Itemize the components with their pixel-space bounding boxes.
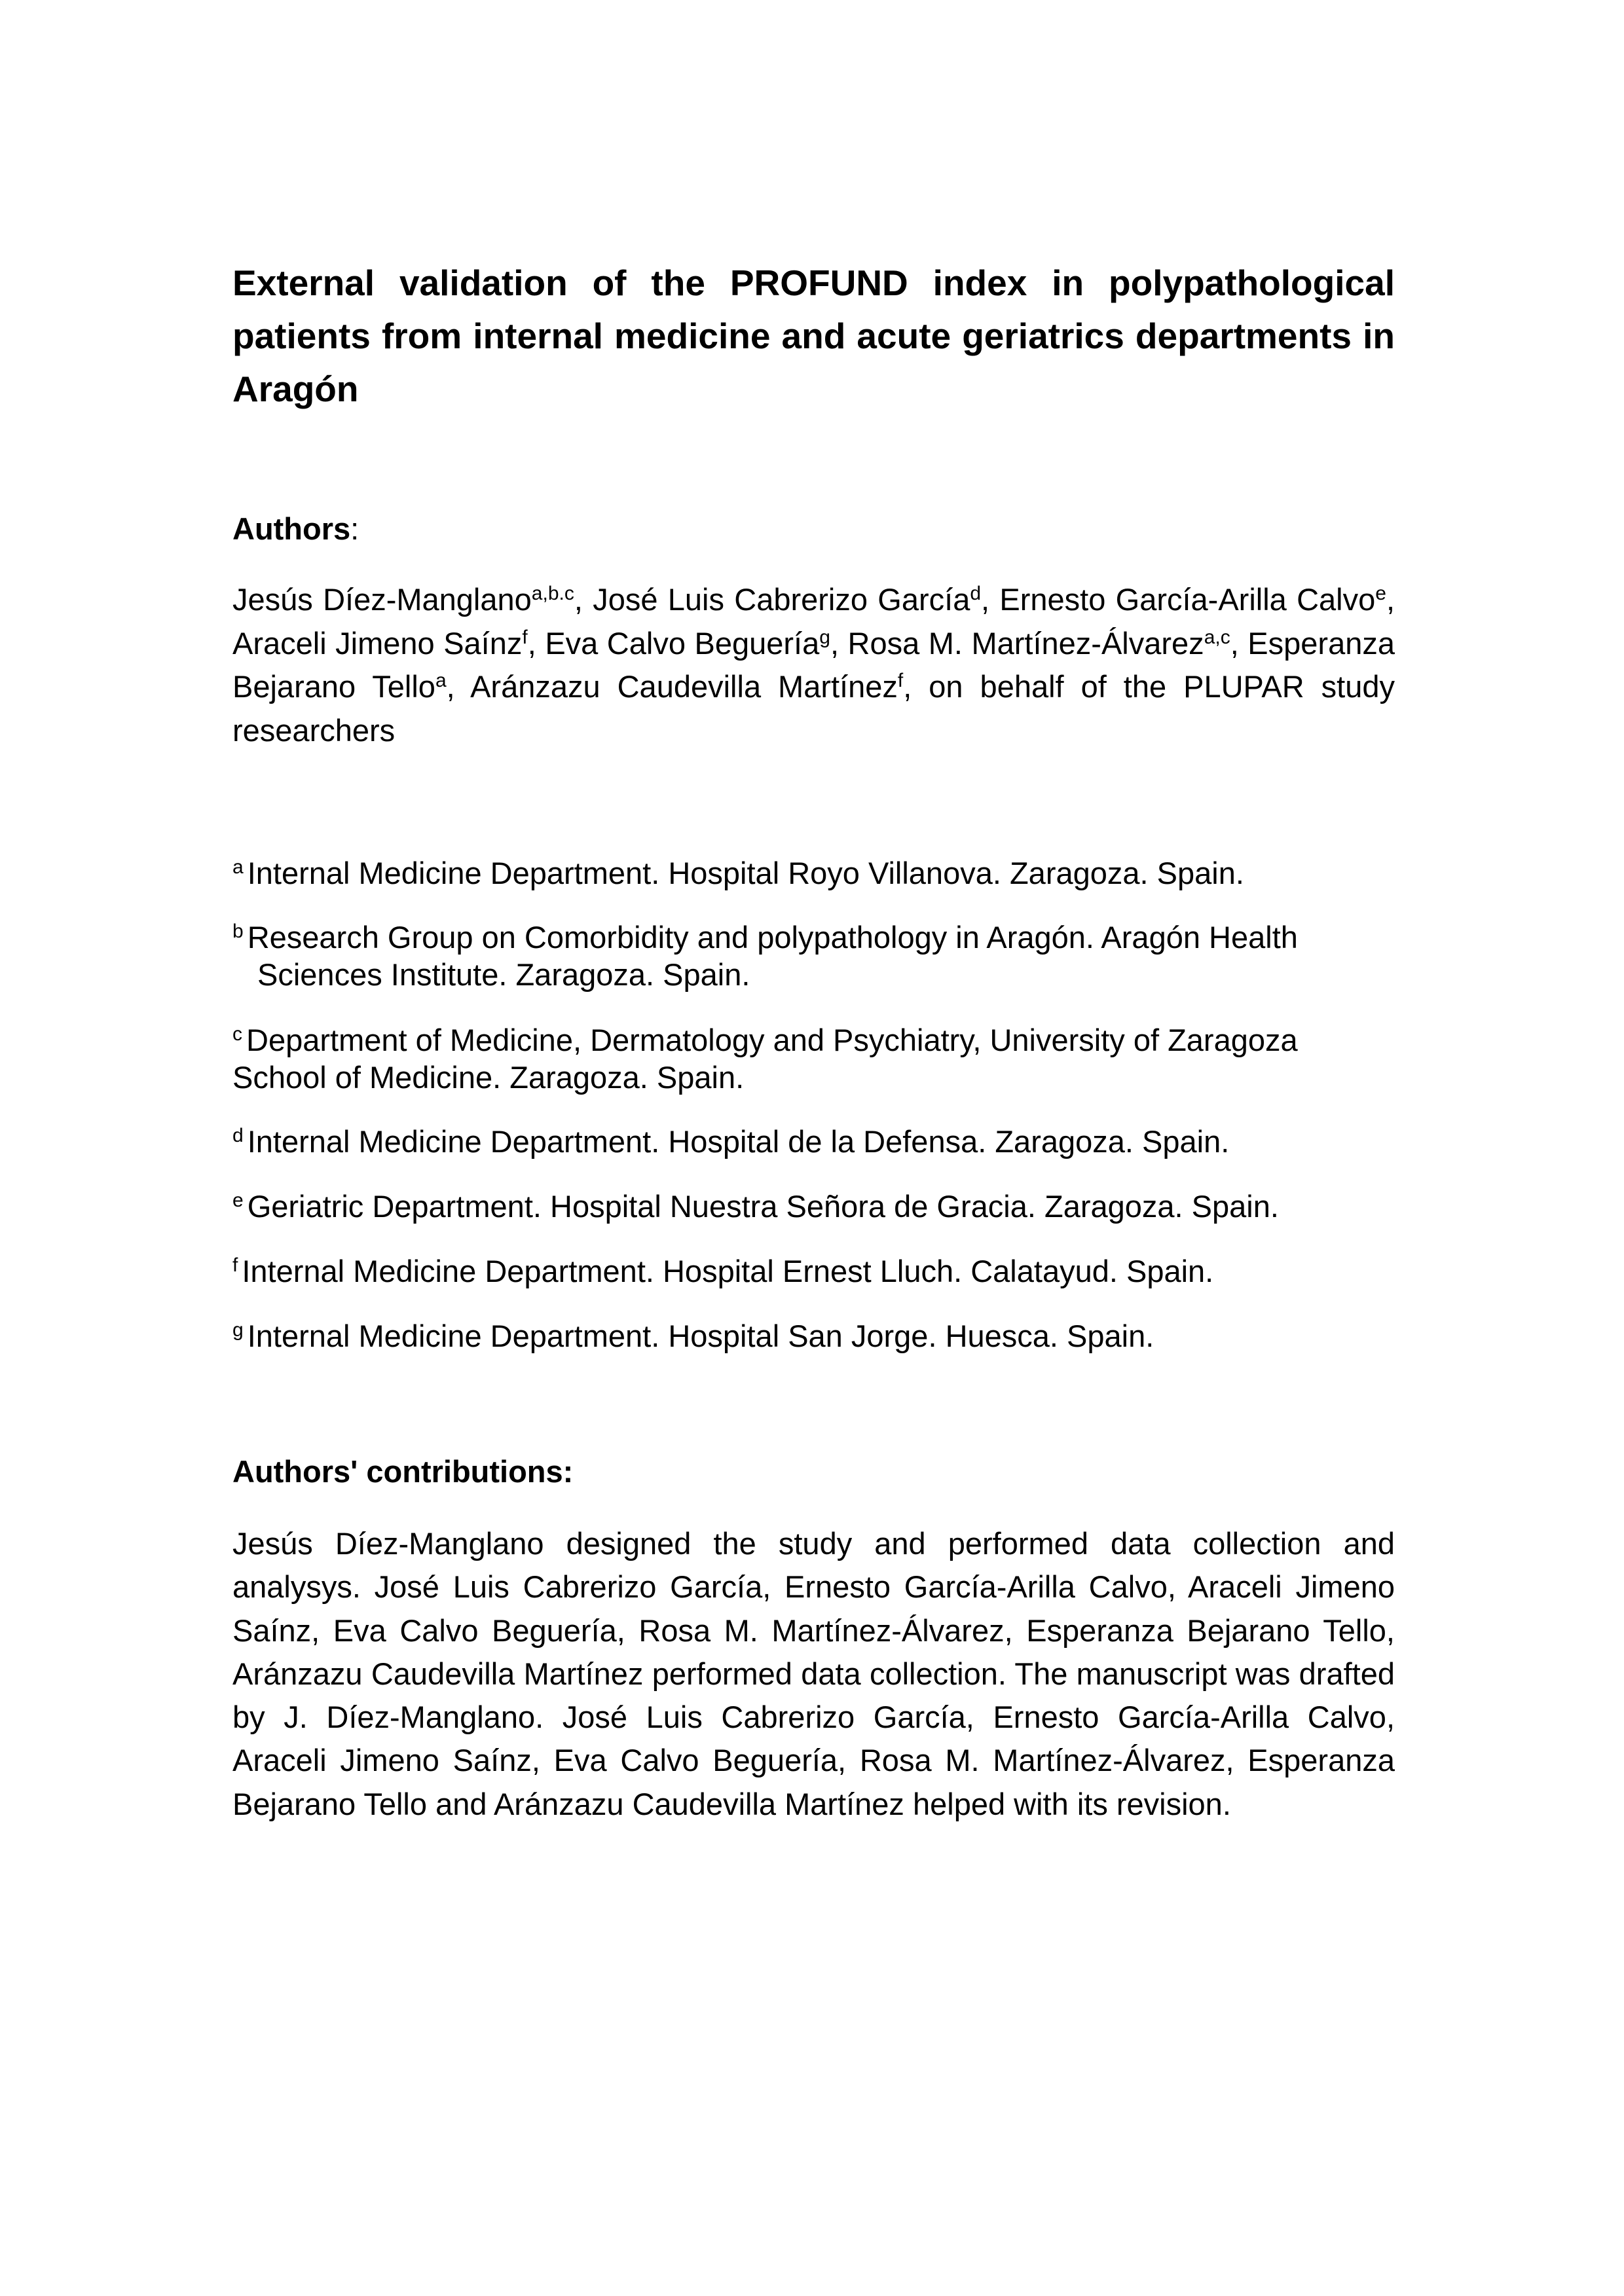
affiliation-text: Internal Medicine Department. Hospital Ernest Lluch. Calatayud. Spain.	[242, 1254, 1214, 1288]
affiliation-mark: e	[232, 1190, 244, 1211]
affiliation-mark: g	[232, 1319, 244, 1341]
affiliation-text: Internal Medicine Department. Hospital de la Defensa. Zaragoza. Spain.	[247, 1124, 1230, 1159]
author-affiliation-mark: f	[897, 670, 904, 691]
affiliation-e	[232, 1188, 1395, 1225]
affiliation-a	[232, 854, 1395, 892]
affiliation-c	[232, 1021, 1395, 1096]
affiliation-g	[232, 1317, 1395, 1355]
author-affiliation-mark: e	[1375, 583, 1386, 604]
author-affiliation-mark: a	[435, 670, 447, 691]
contributions-heading: Authors' contributions:	[232, 1454, 574, 1489]
author-separator: ,	[1230, 625, 1248, 661]
author-separator: ,	[527, 625, 545, 661]
affiliation-text: Department of Medicine, Dermatology and Psychiatry, University of Zaragoza	[246, 1023, 1298, 1057]
affiliation-text-continued: School of Medicine. Zaragoza. Spain.	[232, 1060, 745, 1095]
affiliation-text: Research Group on Comorbidity and polypathology in Aragón. Aragón Health	[247, 920, 1298, 955]
affiliation-text: Internal Medicine Department. Hospital Royo Villanova. Zaragoza. Spain.	[247, 856, 1244, 890]
affiliation-text: Geriatric Department. Hospital Nuestra Señora de Gracia. Zaragoza. Spain.	[247, 1189, 1279, 1224]
author-affiliation-mark: d	[970, 583, 982, 604]
authors-tail: on behalf of the PLUPAR study researchers	[232, 669, 1395, 748]
author-name: Jesús Díez-Manglano	[232, 582, 532, 617]
affiliation-f	[232, 1252, 1395, 1290]
affiliation-mark: d	[232, 1125, 244, 1146]
affiliation-b	[232, 919, 1395, 993]
author-affiliation-mark: g	[819, 626, 830, 648]
author-separator: ,	[981, 582, 1000, 617]
author-name: Eva Calvo Beguería	[545, 625, 820, 661]
author-affiliation-mark: f	[522, 626, 528, 648]
author-name: Esperanza Bejarano Tello	[232, 625, 1395, 704]
affiliation-mark: b	[232, 920, 244, 942]
author-name: Ernesto García-Arilla Calvo	[999, 582, 1376, 617]
author-name: Aránzazu Caudevilla Martínez	[470, 669, 898, 704]
contributions-paragraph: Jesús Díez-Manglano designed the study and performed data collection and analysys. José Luis Cabrerizo García, Ernesto García-Arilla Calvo, Araceli Jimeno Saínz, Eva Calvo Beguería, Rosa M. Martínez-Álvarez, Esperanza Bejarano Tello, Aránzazu Caudevilla Martínez performed data collection. The manuscript was drafted by J. Díez-Manglano. José Luis Cabrerizo García, Ernesto García-Arilla Calvo, Araceli Jimeno Saínz, Eva Calvo Beguería, Rosa M. Martínez-Álvarez, Esperanza Bejarano Tello and Aránzazu Caudevilla Martínez helped with its revision.	[232, 1526, 1395, 1821]
author-name: Araceli Jimeno Saínz	[232, 625, 523, 661]
affiliation-text: Internal Medicine Department. Hospital San Jorge. Huesca. Spain.	[247, 1319, 1154, 1353]
affiliation-mark: f	[232, 1254, 238, 1276]
author-affiliation-mark: a,b.c	[531, 583, 574, 604]
authors-heading-label: Authors	[232, 511, 351, 546]
author-separator: ,	[903, 669, 929, 704]
authors-heading	[232, 507, 359, 551]
author-separator: ,	[574, 582, 593, 617]
author-affiliation-mark: a,c	[1204, 626, 1230, 648]
affiliation-d	[232, 1123, 1395, 1160]
author-name: Rosa M. Martínez-Álvarez	[847, 625, 1204, 661]
authors-heading-colon: :	[350, 511, 360, 546]
author-separator: ,	[1386, 582, 1395, 617]
affiliation-mark: a	[232, 856, 244, 878]
author-separator: ,	[446, 669, 471, 704]
affiliation-text-continued: Sciences Institute. Zaragoza. Spain.	[257, 957, 750, 992]
paper-title: External validation of the PROFUND index in polypathological patients from internal medicine and acute geriatrics departments in Aragón	[232, 263, 1395, 409]
affiliation-mark: c	[232, 1023, 242, 1045]
author-name: José Luis Cabrerizo García	[593, 582, 970, 617]
author-separator: ,	[830, 625, 848, 661]
author-list	[232, 578, 1395, 752]
